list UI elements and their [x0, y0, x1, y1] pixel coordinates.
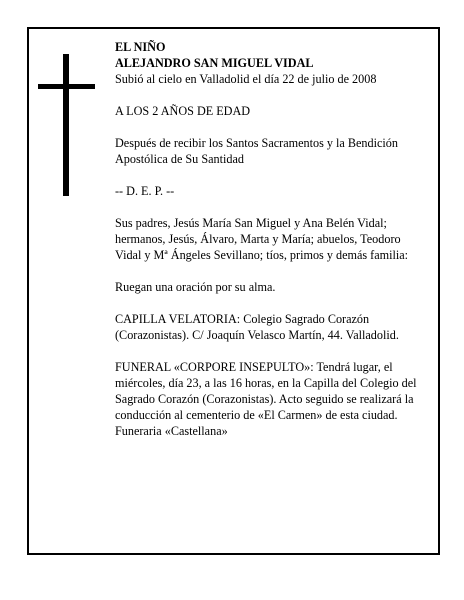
sacraments-text: Después de recibir los Santos Sacramentos y la Bendición Apostólica de Su Santidad: [115, 136, 398, 166]
age-line: A LOS 2 AÑOS DE EDAD: [115, 104, 251, 118]
obituary-text: [115, 39, 427, 439]
funeral-info: FUNERAL «CORPORE INSEPULTO»: Tendrá lugar, el miércoles, día 23, a las 16 horas, en la Capilla del Colegio del Sagrado Corazón (Corazonistas). Acto seguido se realizará la conducción al cementerio de «El Carmen» de esta ciudad.: [115, 360, 417, 422]
cross-horizontal-bar: [38, 84, 95, 89]
deceased-prefix: EL NIÑO: [115, 40, 166, 54]
deceased-name: ALEJANDRO SAN MIGUEL VIDAL: [115, 56, 314, 70]
chapel-info: CAPILLA VELATORIA: Colegio Sagrado Corazón (Corazonistas). C/ Joaquín Velasco Martín, 44. Valladolid.: [115, 312, 399, 342]
rip-line: -- D. E. P. --: [115, 184, 175, 198]
funeral-home: Funeraria «Castellana»: [115, 424, 228, 438]
prayer-request: Ruegan una oración por su alma.: [115, 280, 276, 294]
cross-vertical-bar: [63, 54, 69, 196]
family-text: Sus padres, Jesús María San Miguel y Ana Belén Vidal; hermanos, Jesús, Álvaro, Marta y María; abuelos, Teodoro Vidal y Mª Ángeles Sevillano; tíos, primos y demás familia:: [115, 216, 409, 262]
death-date-line: Subió al cielo en Valladolid el día 22 de julio de 2008: [115, 72, 377, 86]
